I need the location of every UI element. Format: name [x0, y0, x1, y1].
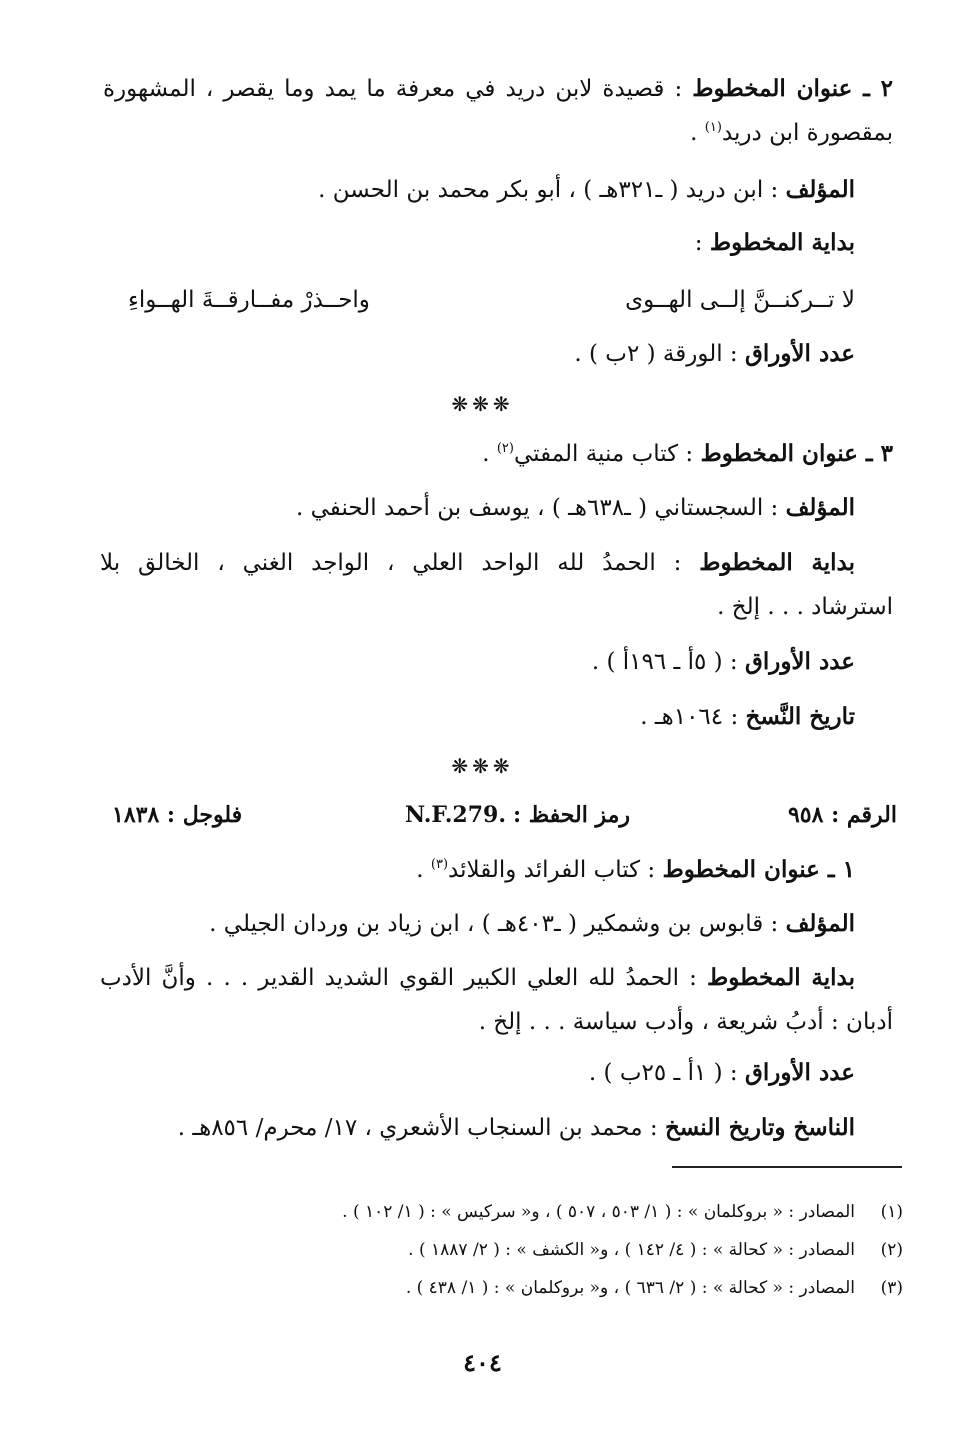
- entry2-start-text: :: [694, 230, 710, 256]
- manuscript-number: [788, 798, 897, 832]
- entry1-title-label: ١ ـ عنوان المخطوط: [662, 856, 855, 883]
- entry3-start-text: : الحمدُ لله الواحد العلي ، الواجد الغني ، الخالق بلا: [100, 550, 700, 576]
- entry1-start-line2: أدبان : أدبُ شريعة ، وأدب سياسة . . . إلخ .: [478, 1009, 893, 1035]
- shelf-code-label: رمز الحفظ :: [513, 802, 631, 828]
- entry2-title-text2: بمقصورة ابن دريد: [721, 120, 893, 146]
- entry1-folios-label: عدد الأوراق: [744, 1059, 855, 1086]
- entry1-start-line1: [100, 961, 855, 995]
- entry2-title-text: : قصيدة لابن دريد في معرفة ما يمد وما يقصر ، المشهورة: [103, 76, 693, 102]
- footnote-2: [408, 1236, 903, 1264]
- entry2-title-line2: [690, 116, 893, 150]
- entry2-start: [695, 226, 855, 260]
- entry1-start-label: بداية المخطوط: [707, 964, 855, 991]
- manuscript-number-text: الرقم : ٩٥٨: [787, 802, 897, 828]
- entry2-folios-text: : الورقة ( ٢ب ) .: [574, 341, 745, 367]
- entry3-copy-label: تاريخ النَّسخ: [745, 703, 855, 730]
- footnote-1-text: المصادر : « بروكلمان » : ( ١/ ٥٠٣ ، ٥٠٧ ) ، و« سركيس » : ( ١/ ١٠٢ ) .: [342, 1202, 855, 1222]
- entry3-author-label: المؤلف: [785, 494, 855, 521]
- footnote-1-number: (١): [880, 1202, 903, 1222]
- entry1-start-text: : الحمدُ لله العلي الكبير القوي الشديد القدير . . . وأنَّ الأدب: [100, 965, 708, 991]
- entry1-folios-text: : ( ١أ ـ ٢٥ب ) .: [588, 1060, 745, 1086]
- entry2-author: [318, 173, 855, 207]
- separator-stars-1: ❋❋❋: [451, 392, 514, 416]
- entry3-folios: [592, 645, 855, 679]
- footnote-ref-2[interactable]: (٢): [496, 441, 514, 456]
- entry3-start-line1: [100, 546, 855, 580]
- entry2-title-end: .: [690, 120, 705, 146]
- entry2-start-label: بداية المخطوط: [709, 229, 855, 256]
- footnote-2-number: (٢): [880, 1240, 903, 1260]
- entry3-title-text: : كتاب منية المفتي: [513, 441, 701, 467]
- entry2-title-line1: [103, 72, 893, 106]
- footnote-3: [406, 1274, 903, 1302]
- entry3-start-line2: استرشاد . . . إلخ .: [717, 594, 893, 620]
- entry1-author-text: : قابوس بن وشمكير ( ـ٤٠٣هـ ) ، ابن زياد بن وردان الجيلي .: [209, 911, 786, 937]
- entry3-author: [296, 491, 855, 525]
- entry1-title-text: : كتاب الفرائد والقلائد: [448, 857, 663, 883]
- entry2-folios-label: عدد الأوراق: [744, 340, 855, 367]
- shelf-code-value: N.F.279.: [405, 802, 507, 828]
- entry3-folios-label: عدد الأوراق: [744, 648, 855, 675]
- entry3-title: [482, 437, 893, 471]
- entry1-author: [209, 907, 855, 941]
- entry1-folios: [589, 1056, 855, 1090]
- entry3-start-label: بداية المخطوط: [699, 549, 855, 576]
- footnote-3-text: المصادر : « كحالة » : ( ٢/ ٦٣٦ ) ، و« بروكلمان » : ( ١/ ٤٣٨ ) .: [405, 1278, 855, 1298]
- page-number: ٤٠٤: [463, 1348, 502, 1377]
- footnote-ref-1[interactable]: (١): [704, 120, 722, 135]
- entry2-author-label: المؤلف: [785, 176, 855, 203]
- separator-stars-2: ❋❋❋: [451, 754, 514, 778]
- entry2-verse-hemistich-b: واحــذرْ مفــارقــةَ الهــواءِ: [128, 287, 370, 313]
- entry2-folios: [574, 337, 855, 371]
- entry1-title-end: .: [416, 857, 431, 883]
- entry3-title-end: .: [482, 441, 497, 467]
- entry3-copy-date: [640, 700, 855, 734]
- footnote-ref-3[interactable]: (٣): [430, 857, 449, 872]
- flugel-number-text: فلوجل : ١٨٣٨: [112, 802, 243, 828]
- entry2-verse-hemistich-a: لا تــركنــنَّ إلــى الهــوى: [625, 287, 855, 313]
- footnote-1: [342, 1198, 903, 1226]
- entry2-title-label: ٢ ـ عنوان المخطوط: [692, 75, 893, 102]
- entry2-author-text: : ابن دريد ( ـ٣٢١هـ ) ، أبو بكر محمد بن الحسن .: [318, 177, 786, 203]
- entry3-author-text: : السجستاني ( ـ٦٣٨هـ ) ، يوسف بن أحمد الحنفي .: [296, 495, 786, 521]
- footnote-3-number: (٣): [880, 1278, 903, 1298]
- entry3-folios-text: : ( ٥أ ـ ١٩٦أ ) .: [591, 649, 745, 675]
- entry1-title: [416, 853, 855, 887]
- footnote-divider: [672, 1166, 902, 1168]
- shelf-code: [405, 798, 630, 833]
- footnote-2-text: المصادر : « كحالة » : ( ٤/ ١٤٢ ) ، و« الكشف » : ( ٢/ ١٨٨٧ ) .: [408, 1240, 855, 1260]
- entry3-title-label: ٣ ـ عنوان المخطوط: [700, 440, 893, 467]
- entry1-copyist: [178, 1111, 855, 1145]
- flugel-number: [112, 798, 242, 832]
- entry1-author-label: المؤلف: [785, 910, 855, 937]
- entry1-copy-label: الناسخ وتاريخ النسخ: [664, 1114, 855, 1141]
- entry3-copy-text: : ١٠٦٤هـ .: [640, 704, 746, 730]
- entry1-copy-text: : محمد بن السنجاب الأشعري ، ١٧/ محرم/ ٨٥٦هـ .: [177, 1115, 665, 1141]
